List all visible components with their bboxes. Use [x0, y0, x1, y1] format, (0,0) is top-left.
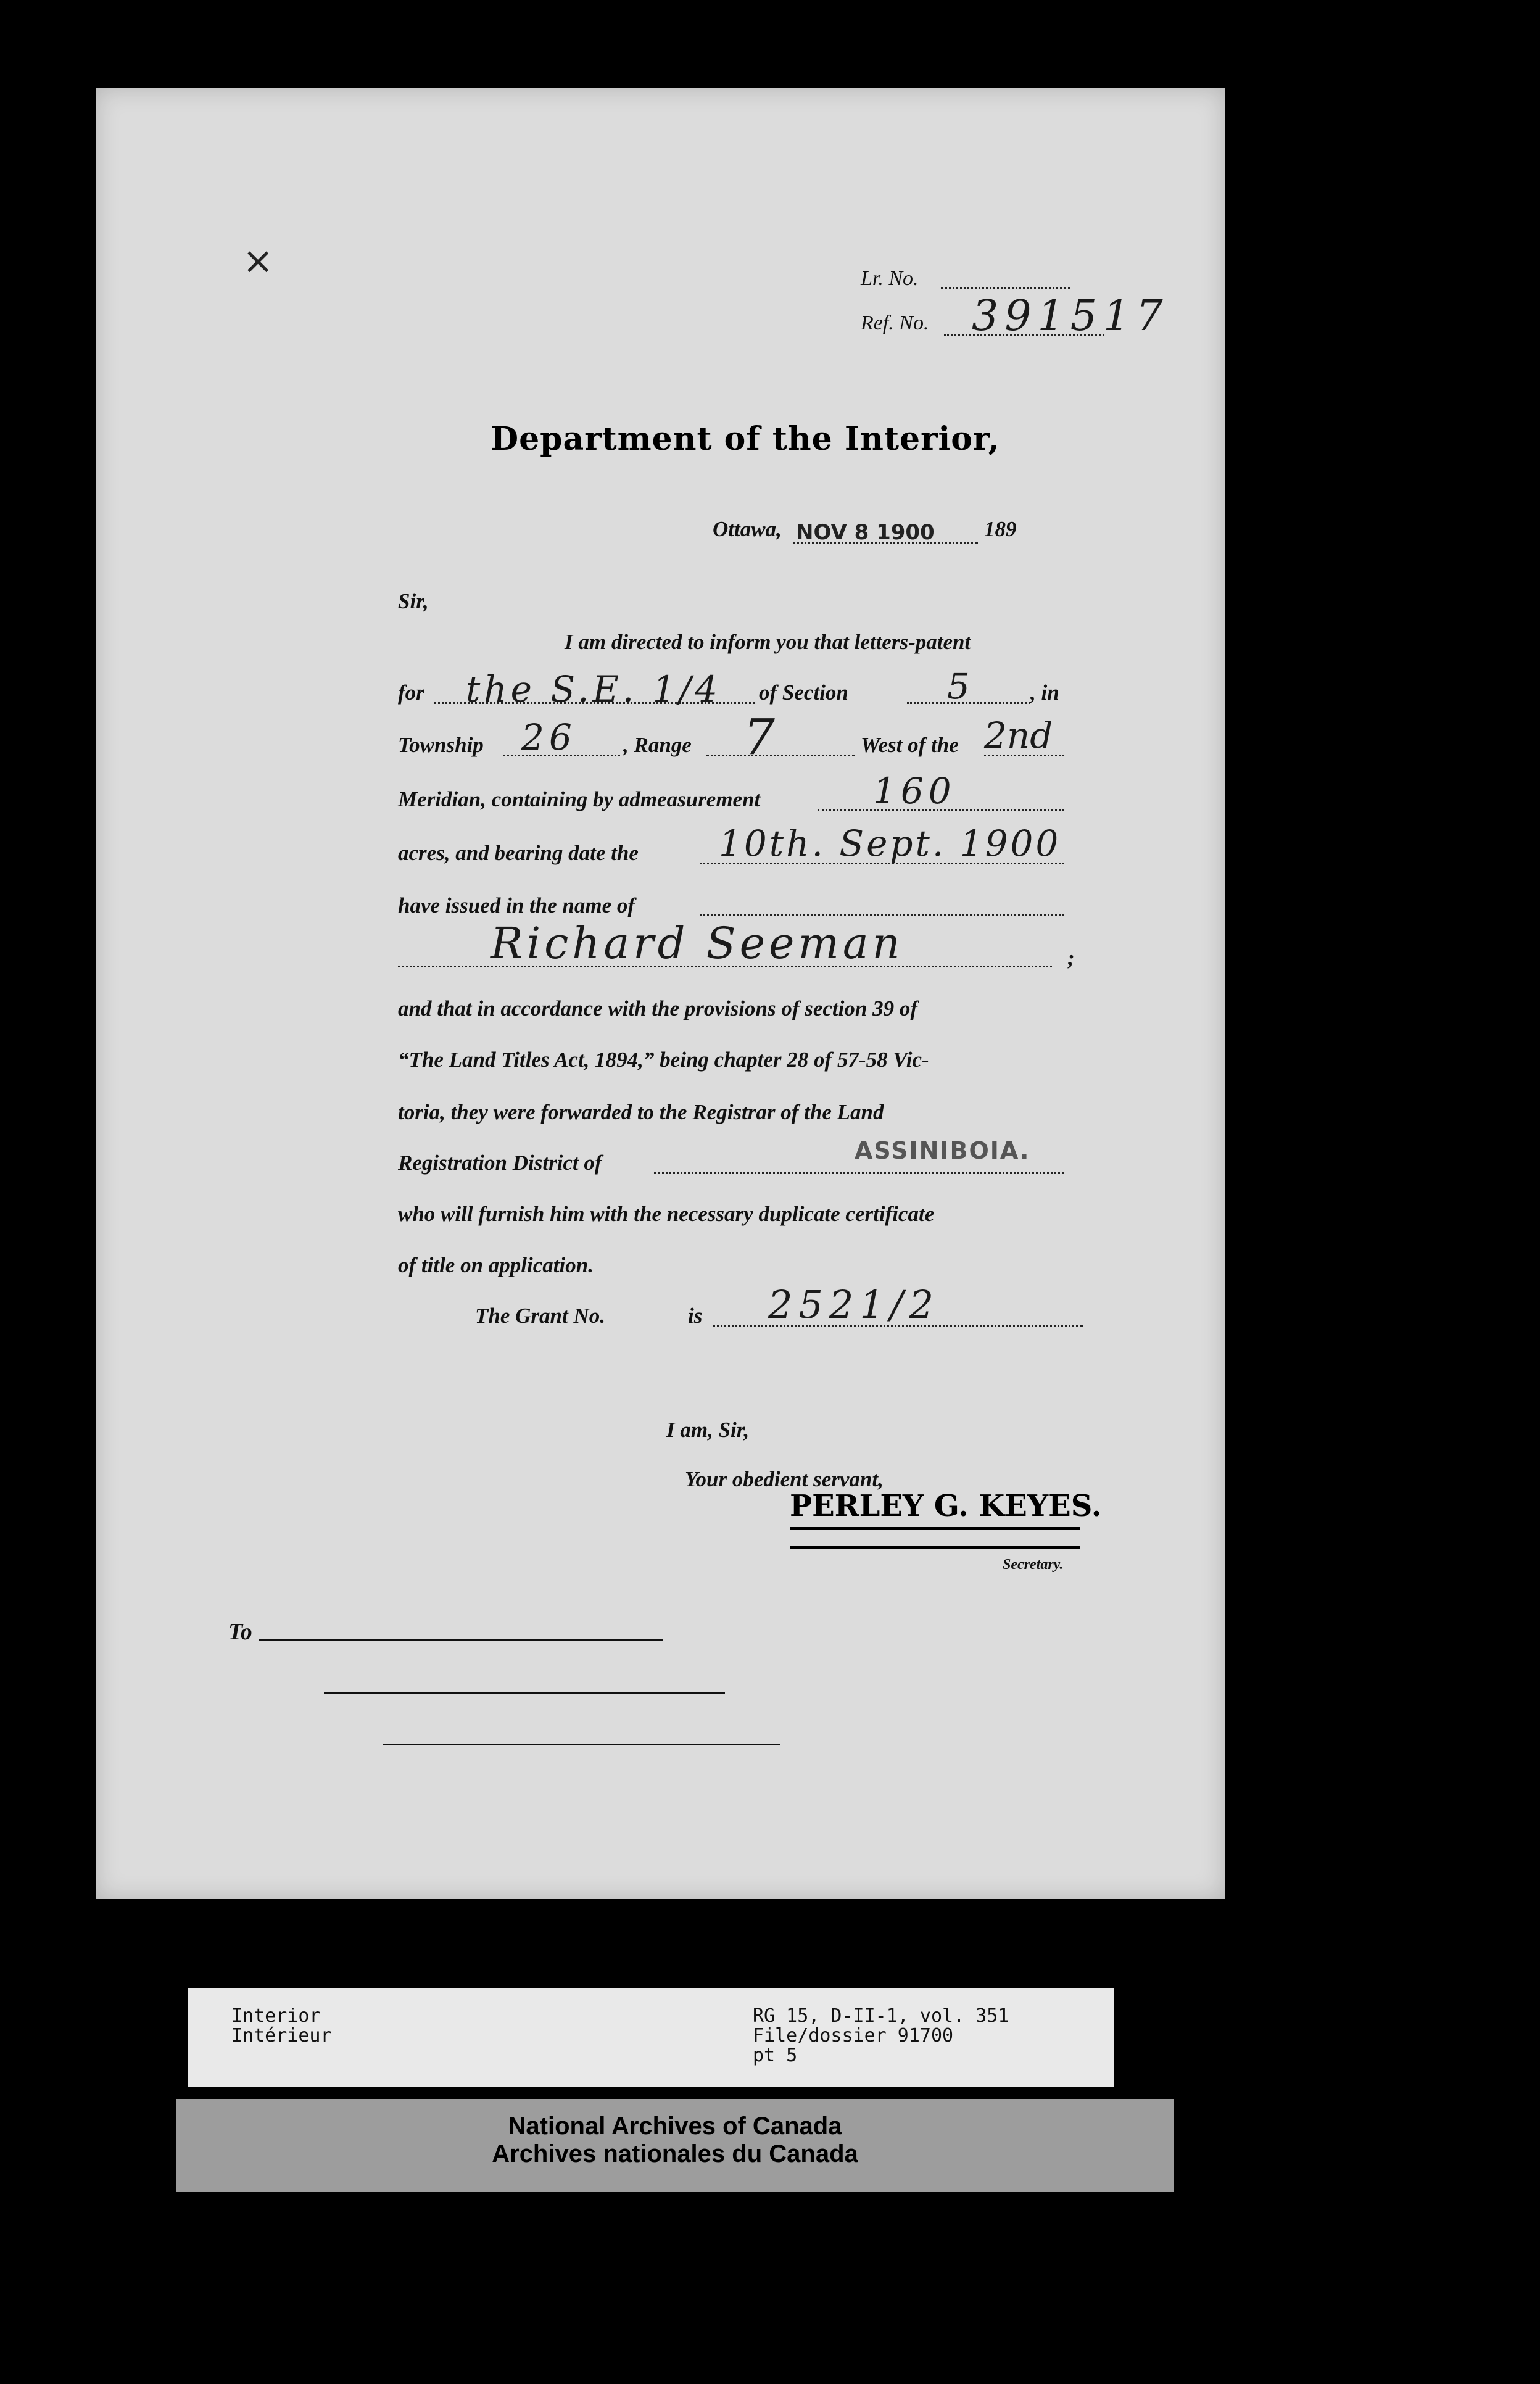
closing-line-1: I am, Sir,: [666, 1418, 750, 1442]
grant-is: is: [688, 1304, 703, 1328]
section-value: 5: [947, 665, 970, 707]
township-value: 26: [521, 716, 577, 758]
patent-date-value: 10th. Sept. 1900: [719, 822, 1061, 864]
for-label: for: [398, 681, 424, 705]
in-label: , in: [1030, 681, 1059, 705]
para-line-2: “The Land Titles Act, 1894,” being chapter 28 of 57-58 Vic-: [398, 1048, 929, 1072]
para-line-5: who will furnish him with the necessary duplicate certificate: [398, 1202, 935, 1226]
grantee-name: Richard Seeman: [491, 918, 904, 969]
date-year-suffix: 189: [984, 517, 1017, 541]
label-right-line-1: RG 15, D-II-1, vol. 351: [753, 2005, 1009, 2027]
intro-line: I am directed to inform you that letters-patent: [565, 630, 971, 654]
para-line-6: of title on application.: [398, 1253, 594, 1277]
of-section-label: of Section: [759, 681, 848, 705]
date-stamp: NOV 8 1900: [796, 520, 935, 545]
ref-no-value: 391517: [972, 292, 1169, 341]
meridian-value: 2nd: [984, 714, 1053, 756]
department-title: Department of the Interior,: [491, 420, 1000, 458]
acres-label: acres, and bearing date the: [398, 841, 639, 865]
name-semicolon: ;: [1067, 946, 1075, 970]
label-left-line-1: Interior: [231, 2005, 321, 2027]
x-mark: ×: [242, 239, 274, 283]
para-line-3: toria, they were forwarded to the Registrar of the Land: [398, 1100, 884, 1124]
issued-line: [700, 914, 1064, 916]
west-label: West of the: [861, 733, 959, 757]
ref-no-label: Ref. No.: [861, 312, 929, 334]
secretary-title: Secretary.: [1003, 1557, 1064, 1573]
signature-stamp: PERLEY G. KEYES.: [790, 1489, 1102, 1523]
range-label: , Range: [623, 733, 692, 757]
district-line: [654, 1172, 1064, 1174]
archives-line-1: National Archives of Canada: [508, 2113, 842, 2140]
date-place: Ottawa,: [713, 517, 782, 541]
lr-no-label: Lr. No.: [861, 267, 919, 290]
archives-banner: [176, 2099, 1174, 2192]
lr-no-line: [941, 287, 1070, 289]
struck-name: [790, 1527, 1080, 1549]
archives-line-2: Archives nationales du Canada: [492, 2140, 858, 2167]
to-line-2: [324, 1692, 725, 1694]
issued-label: have issued in the name of: [398, 893, 635, 917]
township-label: Township: [398, 733, 484, 757]
district-stamp: ASSINIBOIA.: [855, 1137, 1030, 1164]
to-line-3: [383, 1744, 780, 1745]
district-label: Registration District of: [398, 1151, 602, 1175]
para-line-1: and that in accordance with the provisions of section 39 of: [398, 996, 917, 1020]
closing-line-2: Your obedient servant,: [685, 1467, 884, 1491]
range-value: 7: [743, 708, 775, 766]
range-line: [706, 755, 855, 756]
for-value: the S.E. 1/4: [466, 668, 722, 710]
archive-reference-label: [188, 1988, 1114, 2087]
acres-value: 160: [873, 770, 956, 812]
meridian-label: Meridian, containing by admeasurement: [398, 787, 761, 811]
to-line-1: [259, 1639, 663, 1641]
salutation: Sir,: [398, 589, 429, 613]
label-right-line-2: File/dossier 91700: [753, 2025, 954, 2047]
label-left-line-2: Intérieur: [231, 2025, 332, 2047]
grant-value: 2521/2: [768, 1282, 940, 1327]
to-label: To: [228, 1619, 252, 1645]
document-page: [96, 88, 1225, 1899]
grant-label: The Grant No.: [475, 1304, 605, 1328]
label-right-line-3: pt 5: [753, 2045, 798, 2066]
